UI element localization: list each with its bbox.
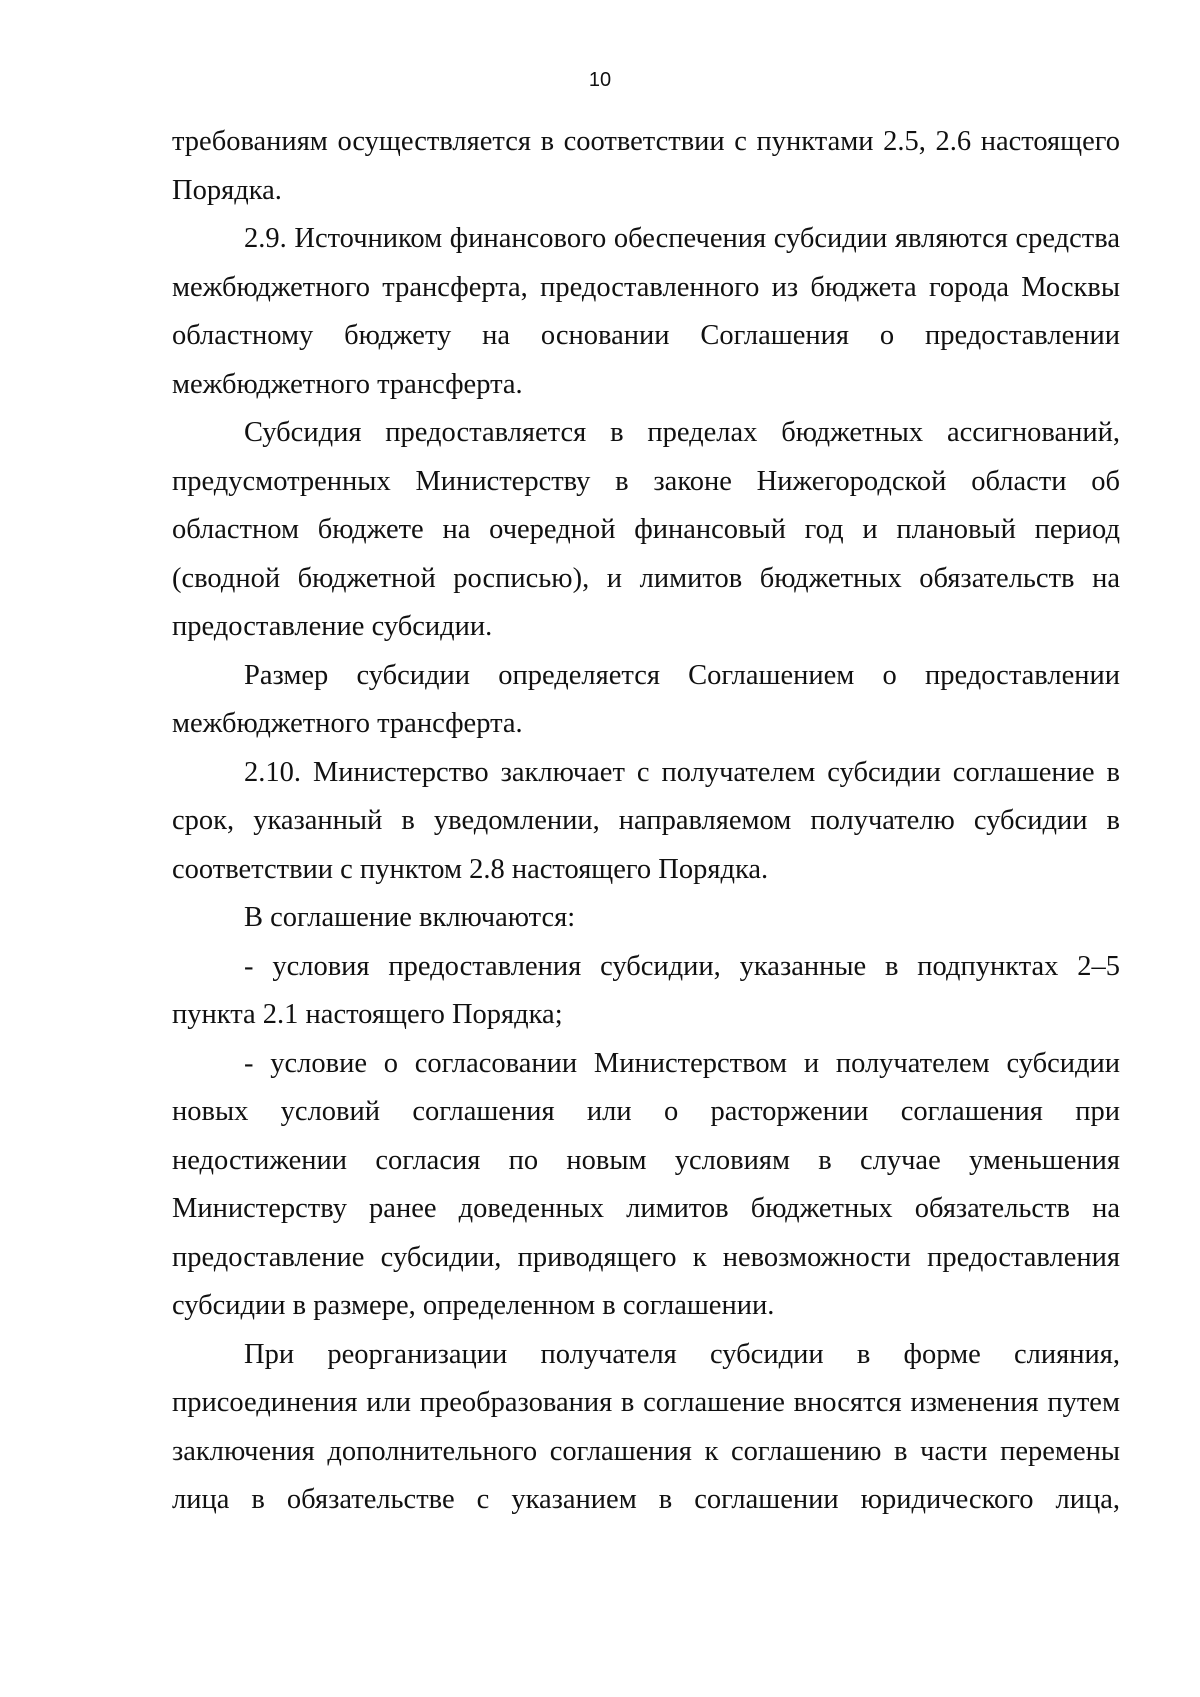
paragraph-agreement-includes: В соглашение включаются:: [244, 902, 576, 933]
paragraph-continuation: требованиям осуществляется в соответствии с пунктами 2.5, 2.6 настоящего Порядка.: [172, 126, 1120, 206]
list-item-agreement-condition: - условие о согласовании Министерством и получателем субсидии новых условий соглашения или о расторжении соглашения при недостижении согласия по новым условиям в случае уменьшения Министерству ранее доведенных лимитов бюджетных обязательств на предоставление субсидии, приводящего к невозможности предоставления субсидии в размере, определенном в соглашении.: [172, 1047, 1120, 1321]
paragraph-reorganization: При реорганизации получателя субсидии в форме слияния, присоединения или преобразования в соглашение вносятся изменения путем заключения дополнительного соглашения к соглашению в части перемены лица в обязательстве с указанием в соглашении юридического лица,: [172, 1338, 1120, 1515]
document-body: [172, 118, 1120, 1525]
paragraph-subsidy-amount: Размер субсидии определяется Соглашением о предоставлении межбюджетного трансферта.: [172, 659, 1120, 739]
page-number: 10: [588, 69, 612, 91]
paragraph-subsidy-limits: Субсидия предоставляется в пределах бюджетных ассигнований, предусмотренных Министерству в законе Нижегородской области об областном бюджете на очередной финансовый год и плановый период (сводной бюджетной росписью), и лимитов бюджетных обязательств на предоставление субсидии.: [172, 417, 1120, 642]
list-item-conditions: - условия предоставления субсидии, указанные в подпунктах 2–5 пункта 2.1 настоящего Порядка;: [172, 950, 1120, 1030]
paragraph-2-10: 2.10. Министерство заключает с получателем субсидии соглашение в срок, указанный в уведомлении, направляемом получателю субсидии в соответствии с пунктом 2.8 настоящего Порядка.: [172, 756, 1120, 885]
paragraph-2-9: 2.9. Источником финансового обеспечения субсидии являются средства межбюджетного трансферта, предоставленного из бюджета города Москвы областному бюджету на основании Соглашения о предоставлении межбюджетного трансферта.: [172, 223, 1120, 400]
